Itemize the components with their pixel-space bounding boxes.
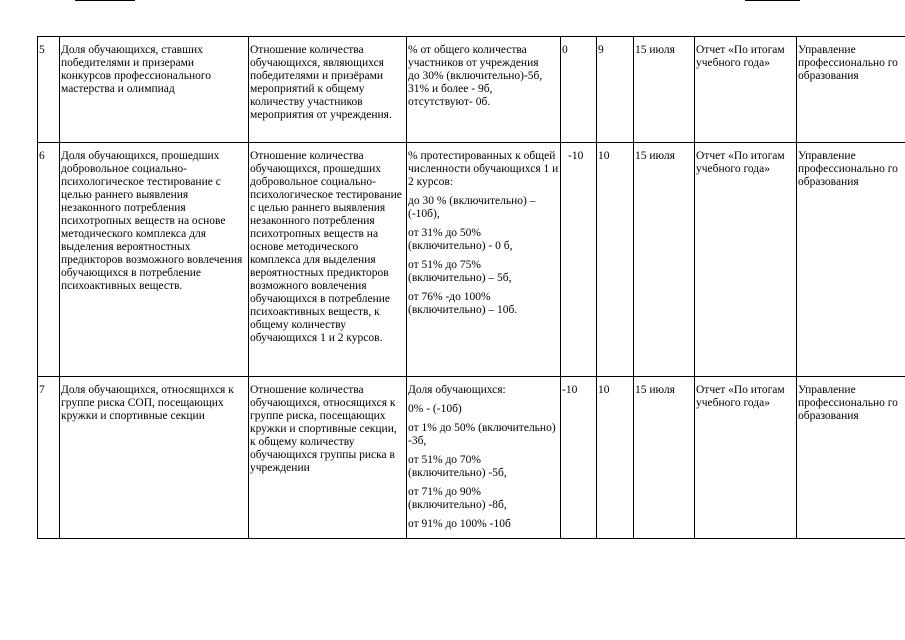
formula-cell: Отношение количества обучающихся, прошедших добровольное социально-психологическое тестирование с целью раннего выявления незаконного потребления психотропных веществ на основе методического комплекса для выделения вероятностных предикторов возможного вовлечения обучающихся в потребление психоактивных веществ, к общему количеству обучающихся 1 и 2 курсов.	[249, 143, 407, 377]
criteria-line: от 91% до 100% -10б	[408, 518, 511, 530]
row-number: 5	[38, 37, 60, 143]
min-score-cell	[561, 377, 597, 539]
criteria-line: от 76% -до 100% (включительно) – 10б.	[408, 291, 518, 316]
criteria-cell	[407, 377, 561, 539]
max-score-cell: 10	[597, 143, 634, 377]
criteria-cell	[407, 143, 561, 377]
indicators-table	[37, 36, 905, 539]
deadline-cell: 15 июля	[634, 377, 695, 539]
top-rule-right	[745, 0, 800, 1]
row-number: 6	[38, 143, 60, 377]
criteria-line: от 71% до 90% (включительно) -8б,	[408, 486, 507, 511]
responsible-cell: Управление профессионально го образования	[797, 377, 905, 539]
max-score-cell: 10	[597, 377, 634, 539]
indicator-cell: Доля обучающихся, относящихся к группе риска СОП, посещающих кружки и спортивные секции	[60, 377, 249, 539]
deadline-cell: 15 июля	[634, 143, 695, 377]
criteria-line: до 30% (включительно)-5б,	[408, 70, 543, 82]
criteria-line: 31% и более - 9б,	[408, 83, 493, 95]
criteria-line: от 31% до 50% (включительно) - 0 б,	[408, 227, 513, 252]
criteria-cell	[407, 37, 561, 143]
report-cell: Отчет «По итогам учебного года»	[695, 37, 797, 143]
criteria-line: % от общего количества участников от учреждения	[408, 44, 539, 69]
criteria-line: от 1% до 50% (включительно) -3б,	[408, 422, 556, 447]
min-score-cell	[561, 143, 597, 377]
deadline-cell: 15 июля	[634, 37, 695, 143]
criteria-line: 0% - (-10б)	[408, 403, 462, 415]
report-cell: Отчет «По итогам учебного года»	[695, 377, 797, 539]
responsible-cell: Управление профессионально го образования	[797, 143, 905, 377]
min-score: -10	[562, 384, 578, 396]
max-score-cell: 9	[597, 37, 634, 143]
indicator-cell: Доля обучающихся, ставших победителями и призерами конкурсов профессионального мастерства и олимпиад	[60, 37, 249, 143]
table-row	[38, 143, 905, 377]
formula-cell: Отношение количества обучающихся, являющихся победителями и призёрами мероприятий к общему количеству участников мероприятия от учреждения.	[249, 37, 407, 143]
responsible-cell: Управление профессионально го образования	[797, 37, 905, 143]
criteria-line: Доля обучающихся:	[408, 384, 506, 396]
table-row	[38, 377, 905, 539]
report-cell: Отчет «По итогам учебного года»	[695, 143, 797, 377]
table-row	[38, 37, 905, 143]
criteria-line: от 51% до 75% (включительно) – 5б,	[408, 259, 512, 284]
criteria-line: % протестированных к общей численности обучающихся 1 и 2 курсов:	[408, 150, 559, 188]
min-score: 0	[562, 44, 568, 56]
criteria-line: отсутствуют- 0б.	[408, 96, 491, 108]
formula-cell: Отношение количества обучающихся, относящихся к группе риска, посещающих кружки и спортивные секции, к общему количеству обучающихся группы риска в учреждении	[249, 377, 407, 539]
criteria-line: до 30 % (включительно) – (-10б),	[408, 195, 536, 220]
top-rule-left	[75, 0, 135, 1]
row-number: 7	[38, 377, 60, 539]
indicator-cell: Доля обучающихся, прошедших добровольное социально-психологическое тестирование с целью раннего выявления незаконного потребления психотропных веществ на основе методического комплекса для выделения вероятностных предикторов возможного вовлечения обучающихся в потребление психоактивных веществ.	[60, 143, 249, 377]
criteria-line: от 51% до 70% (включительно) -5б,	[408, 454, 507, 479]
min-score-cell	[561, 37, 597, 143]
min-score: -10	[568, 150, 584, 162]
